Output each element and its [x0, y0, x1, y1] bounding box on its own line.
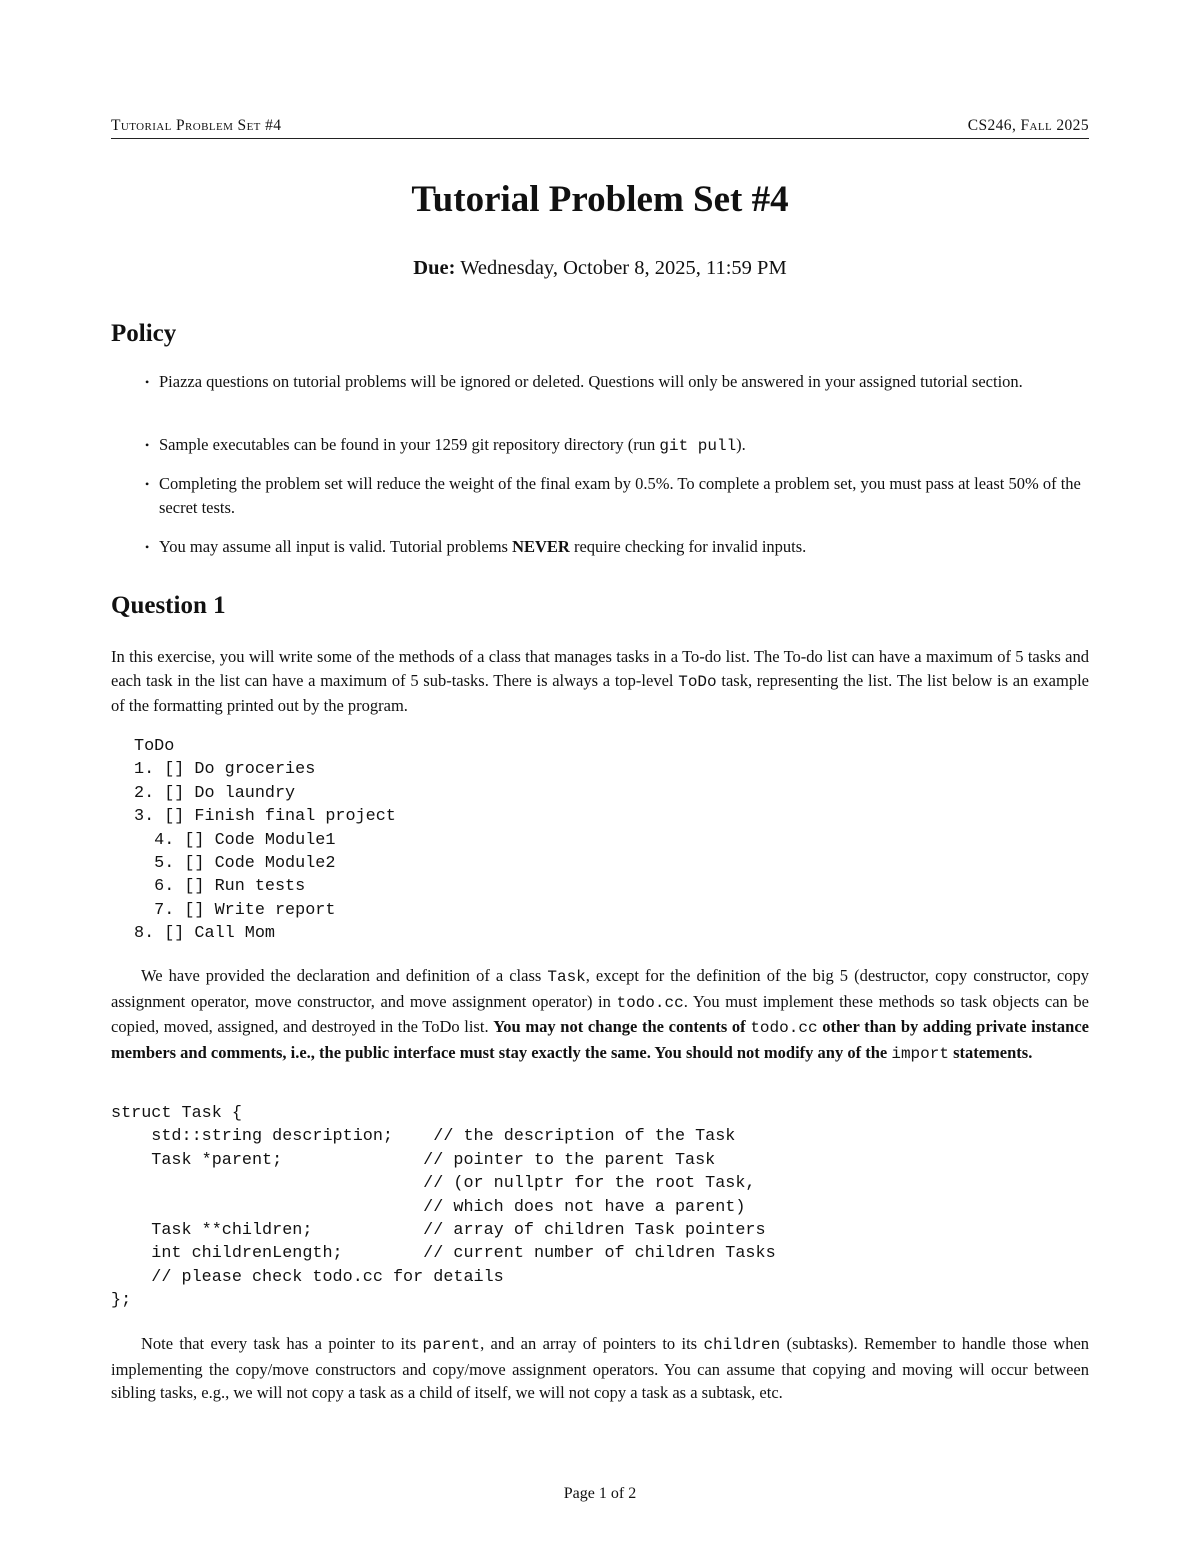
policy-bullet [111, 370, 1089, 394]
due-label: Due: [413, 257, 456, 279]
question-intro-paragraph [111, 645, 1089, 718]
bullet-icon: • [145, 540, 150, 554]
policy-bullet-list [111, 370, 1089, 394]
emphasis-text: NEVER [512, 537, 570, 556]
header-left: Tutorial Problem Set #4 [111, 117, 282, 134]
inline-code: todo.cc [616, 993, 684, 1012]
emphasis-text: other than by adding private instance members and comments, i.e., the public interface must stay exactly the same. You should not modify any of the [111, 1017, 1089, 1062]
paragraph-text: We have provided the declaration and definition of a class [141, 966, 548, 985]
due-date [111, 257, 1089, 280]
policy-heading: Policy [111, 320, 177, 347]
policy-bullet-list [111, 535, 1089, 559]
inline-code: git pull [659, 437, 737, 455]
bullet-icon: • [145, 375, 150, 389]
todo-example-output: ToDo 1. [] Do groceries 2. [] Do laundry 3. [] Finish final project 4. [] Code Module1 5. [] Code Module2 6. [] Run tests 7. [] Write report 8. [] Call Mom [134, 737, 396, 944]
paragraph-text: task, representing the list. The list below is an example of the formatting printed out by the program. [111, 670, 1089, 715]
paragraph-text: . You must implement these methods so task objects can be copied, moved, assigned, and destroyed in the ToDo list. [111, 991, 1089, 1036]
inline-code: children [703, 1336, 781, 1354]
page-number: Page 1 of 2 [563, 1485, 637, 1502]
emphasis-text: statements. [948, 1042, 1033, 1062]
policy-bullet-list [111, 433, 1089, 458]
bullet-icon: • [145, 477, 150, 491]
policy-bullet [111, 472, 1089, 520]
page-title: Tutorial Problem Set #4 [411, 179, 789, 220]
bullet-icon: • [145, 438, 150, 452]
paragraph-text: Note that every task has a pointer to its [141, 1334, 423, 1353]
due-value: Wednesday, October 8, 2025, 11:59 PM [455, 257, 787, 279]
bullet-text: require checking for invalid inputs. [569, 537, 807, 556]
bullet-text: Completing the problem set will reduce the weight of the final exam by 0.5%. To complete a problem set, you must pass at least 50% of the secret tests. [159, 474, 1081, 517]
running-header [111, 114, 1089, 139]
struct-task-code-block: struct Task { std::string description; // the description of the Task Task *parent; // pointer to the parent Task // (or nullptr for the root Task, // which does not have a parent) Task **children; // array of children Task pointers int childrenLength; // current number of children Tasks // please check todo.cc for details }; [111, 1104, 776, 1311]
inline-code: parent [422, 1336, 481, 1354]
paragraph-text: In this exercise, you will write some of the methods of a class that manages tasks in a To-do list. The To-do list can have a maximum of 5 tasks and each task in the list can have a maximum of 5 sub-tasks. There is always a top-level [111, 647, 1089, 690]
bullet-text: ). [736, 435, 746, 454]
policy-bullet [111, 433, 1089, 458]
question-heading: Question 1 [111, 592, 226, 619]
bullet-text: Sample executables can be found in your 1259 git repository directory (run [159, 435, 660, 454]
task-class-paragraph [111, 964, 1089, 1066]
emphasis-text: You may not change the contents of [493, 1017, 751, 1036]
paragraph-text: , and an array of pointers to its [480, 1334, 704, 1353]
policy-bullet [111, 535, 1089, 559]
policy-bullet-list [111, 472, 1089, 520]
paragraph-text: (subtasks). Remember to handle those when implementing the copy/move constructors and copy/move assignment operators. You can assume that copying and moving will occur between sibling tasks, e.g., we will not copy a task as a child of itself, we will not copy a task as a subtask, etc. [111, 1334, 1090, 1402]
inline-code: import [891, 1044, 949, 1063]
inline-code: Task [547, 968, 586, 986]
inline-code: todo.cc [750, 1019, 818, 1037]
pointer-note-paragraph [111, 1332, 1089, 1405]
bullet-text: You may assume all input is valid. Tutorial problems [159, 537, 513, 556]
inline-code: ToDo [678, 672, 717, 691]
bullet-text: Piazza questions on tutorial problems will be ignored or deleted. Questions will only be answered in your assigned tutorial section. [159, 372, 1023, 391]
paragraph-text: , except for the definition of the big 5 (destructor, copy constructor, copy assignment operator, move constructor, and move assignment operator) in [111, 966, 1089, 1011]
header-right: CS246, Fall 2025 [967, 117, 1089, 134]
